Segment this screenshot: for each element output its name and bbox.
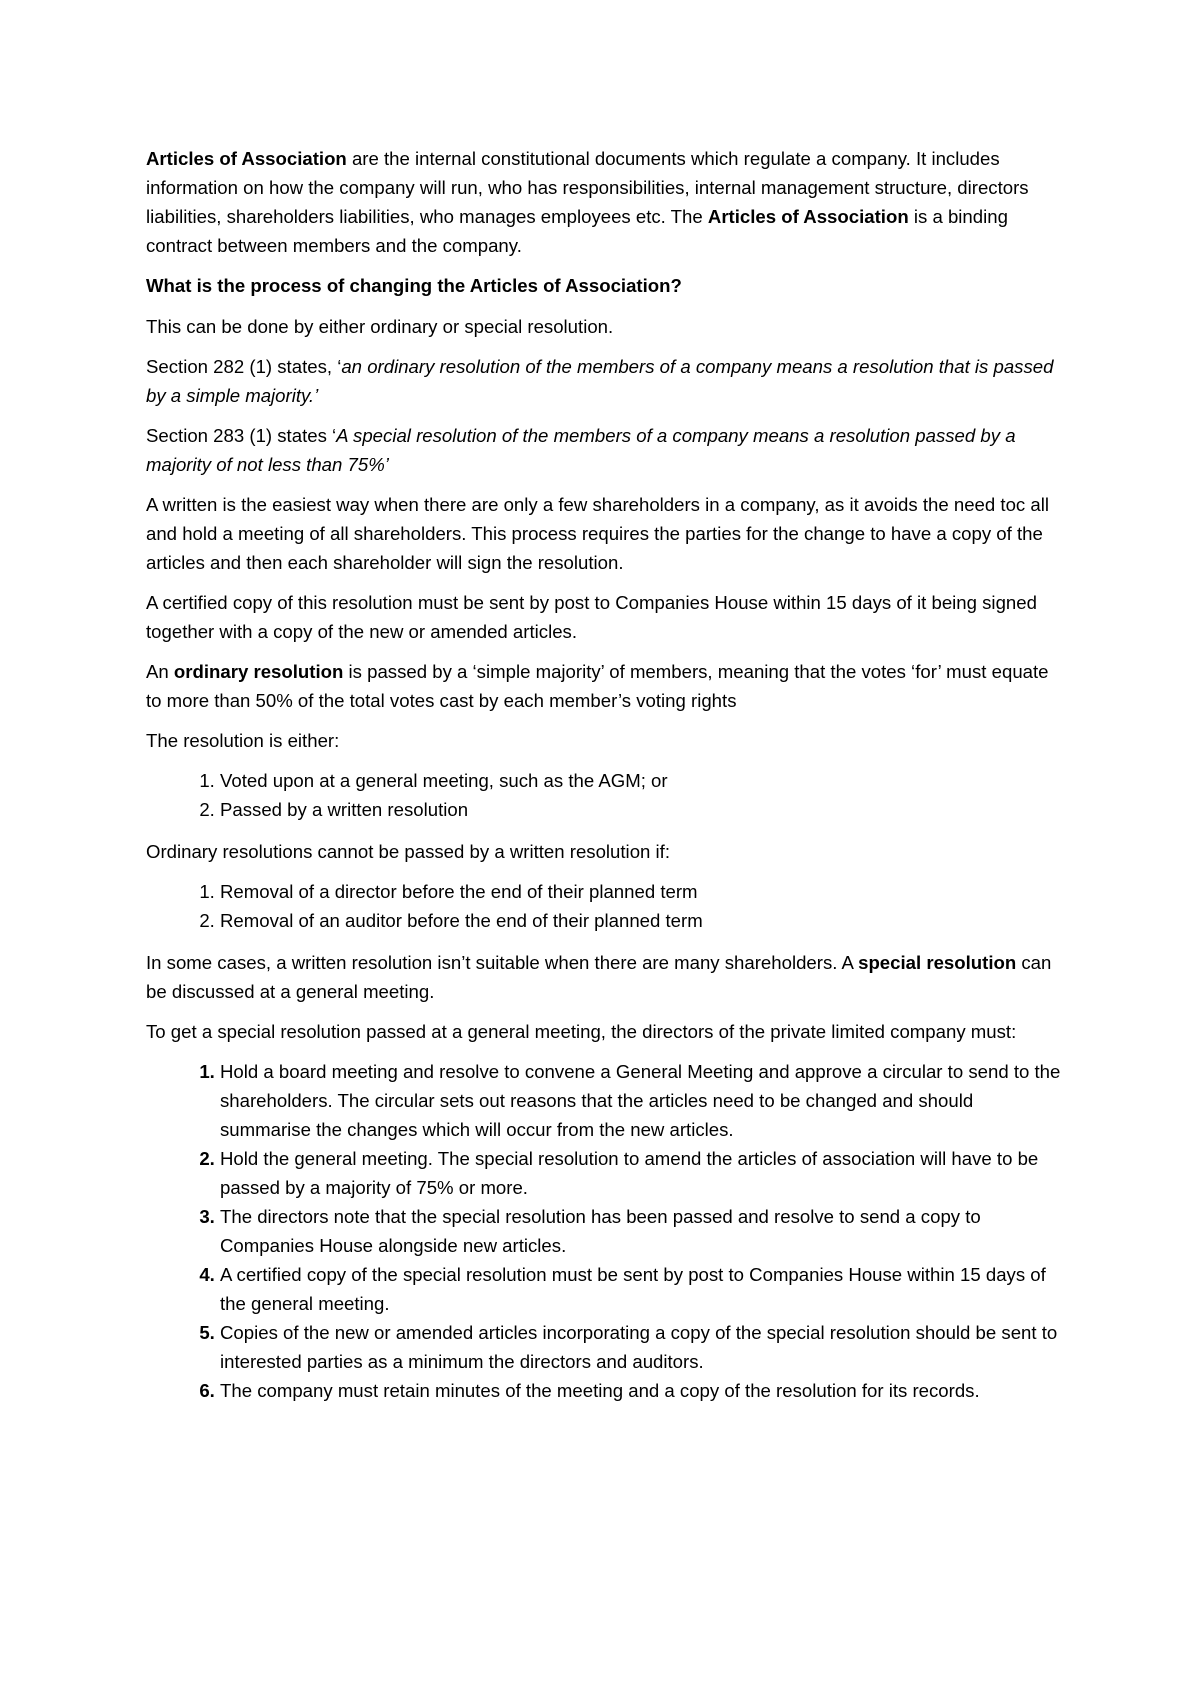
list-item: 4. A certified copy of the special resolution must be sent by post to Companies House within 15 days of the general meeting.	[220, 1260, 1066, 1318]
section-282-prefix: Section 282 (1) states, ‘	[146, 356, 342, 377]
intro-text-2: is a binding contract between members and the company.	[146, 206, 1008, 256]
either-paragraph: This can be done by either ordinary or special resolution.	[146, 316, 614, 337]
list-item: 6. The company must retain minutes of the meeting and a copy of the resolution for its records.	[220, 1376, 1066, 1405]
section-282-paragraph	[146, 352, 1066, 410]
cases-paragraph	[146, 948, 1066, 1006]
resolution-either-paragraph: The resolution is either:	[146, 730, 340, 751]
intro-text: are the internal constitutional documents which regulate a company. It includes information on how the company will run, who has responsibilities, internal management structure, directors liabilities, shareholders liabilities, who manages employees etc. The	[146, 148, 1029, 227]
cases-bold-term: special resolution	[858, 952, 1017, 973]
ordinary-bold-term: ordinary resolution	[173, 661, 344, 682]
cannot-paragraph: Ordinary resolutions cannot be passed by a written resolution if:	[146, 841, 671, 862]
cases-text: In some cases, a written resolution isn’t suitable when there are many shareholders. A	[146, 952, 859, 973]
list-item: 2. Hold the general meeting. The special resolution to amend the articles of association will have to be passed by a majority of 75% or more.	[220, 1144, 1066, 1202]
list-item: 3. The directors note that the special resolution has been passed and resolve to send a copy to Companies House alongside new articles.	[220, 1202, 1066, 1260]
certified-paragraph: A certified copy of this resolution must be sent by post to Companies House within 15 days of it being signed together with a copy of the new or amended articles.	[146, 592, 1037, 642]
list-item: 1. Removal of a director before the end of their planned term	[220, 877, 1066, 906]
list-item: 2. Removal of an auditor before the end of their planned term	[220, 906, 1066, 935]
section-283-quote: A special resolution of the members of a company means a resolution passed by a majority of not less than 75%’	[146, 425, 1016, 475]
intro-paragraph	[146, 144, 1066, 260]
section-283-prefix: Section 283 (1) states ‘	[146, 425, 337, 446]
written-paragraph: A written is the easiest way when there are only a few shareholders in a company, as it avoids the need toc all and hold a meeting of all shareholders. This process requires the parties for the change to have a copy of the articles and then each shareholder will sign the resolution.	[146, 494, 1049, 573]
ordinary-text-2: is passed by a ‘simple majority’ of members, meaning that the votes ‘for’ must equate to more than 50% of the total votes cast by each member’s voting rights	[146, 661, 1049, 711]
list-item: 2. Passed by a written resolution	[220, 795, 1066, 824]
document-body	[146, 144, 1066, 1418]
list-item: 5. Copies of the new or amended articles incorporating a copy of the special resolution should be sent to interested parties as a minimum the directors and auditors.	[220, 1318, 1066, 1376]
toget-paragraph: To get a special resolution passed at a general meeting, the directors of the private limited company must:	[146, 1021, 1017, 1042]
exceptions-list	[146, 877, 1066, 935]
section-282-quote: an ordinary resolution of the members of a company means a resolution that is passed by a simple majority.’	[146, 356, 1054, 406]
steps-list	[146, 1057, 1066, 1405]
intro-bold-term: Articles of Association	[146, 148, 347, 169]
section-283-paragraph	[146, 421, 1066, 479]
list-item: 1. Hold a board meeting and resolve to convene a General Meeting and approve a circular to send to the shareholders. The circular sets out reasons that the articles need to be changed and should summarise the changes which will occur from the new articles.	[220, 1057, 1066, 1144]
section-heading: What is the process of changing the Articles of Association?	[146, 275, 682, 296]
ordinary-paragraph	[146, 657, 1066, 715]
resolution-methods-list	[146, 766, 1066, 824]
cases-text-2: can be discussed at a general meeting.	[146, 952, 1052, 1002]
intro-bold-term-2: Articles of Association	[707, 206, 909, 227]
list-item: 1. Voted upon at a general meeting, such as the AGM; or	[220, 766, 1066, 795]
ordinary-text: An	[146, 661, 174, 682]
